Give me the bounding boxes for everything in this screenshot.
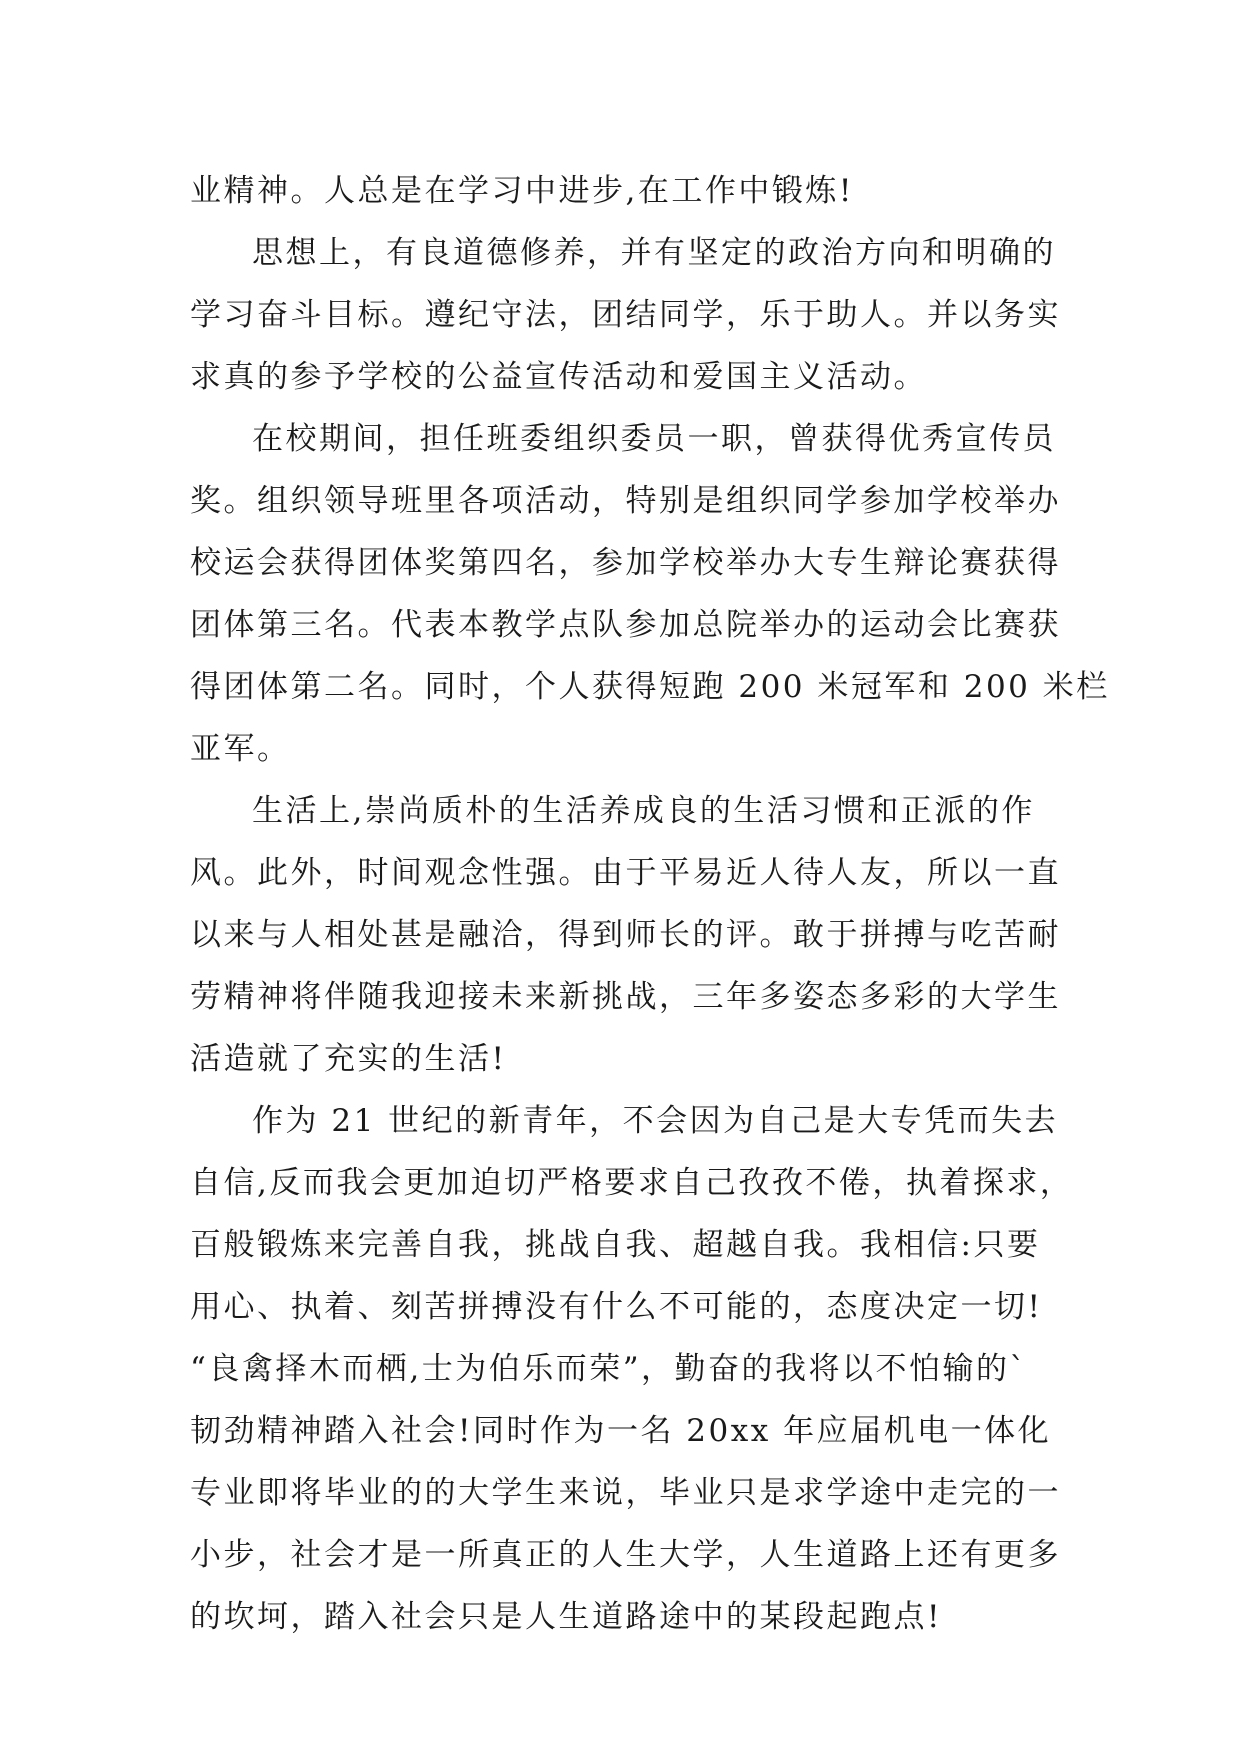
text-line: 以来与人相处甚是融洽，得到师长的评。敢于拼搏与吃苦耐 xyxy=(190,917,1061,953)
text-line: 奖。组织领导班里各项活动，特别是组织同学参加学校举办 xyxy=(190,483,1061,519)
text-line: “良禽择木而栖,士为伯乐而荣”，勤奋的我将以不怕输的` xyxy=(190,1351,1028,1387)
paragraph-start-line: 生活上,崇尚质朴的生活养成良的生活习惯和正派的作 xyxy=(252,793,1035,829)
text-line: 校运会获得团体奖第四名，参加学校举办大专生辩论赛获得 xyxy=(190,545,1061,581)
text-line: 小步，社会才是一所真正的人生大学，人生道路上还有更多 xyxy=(190,1537,1061,1573)
text-line: 团体第三名。代表本教学点队参加总院举办的运动会比赛获 xyxy=(190,607,1061,643)
text-line: 的坎坷，踏入社会只是人生道路途中的某段起跑点! xyxy=(190,1599,942,1635)
text-line: 自信,反而我会更加迫切严格要求自己孜孜不倦，执着探求， xyxy=(190,1165,1074,1201)
text-line: 业精神。人总是在学习中进步,在工作中锻炼! xyxy=(190,173,854,209)
paragraph-start-line: 作为 21 世纪的新青年，不会因为自己是大专凭而失去 xyxy=(252,1103,1059,1139)
paragraph-start-line: 思想上，有良道德修养，并有坚定的政治方向和明确的 xyxy=(252,235,1056,271)
text-line: 百般锻炼来完善自我，挑战自我、超越自我。我相信:只要 xyxy=(190,1227,1041,1263)
text-line: 活造就了充实的生活! xyxy=(190,1041,507,1077)
text-line: 亚军。 xyxy=(190,731,291,767)
text-line: 专业即将毕业的的大学生来说，毕业只是求学途中走完的一 xyxy=(190,1475,1061,1511)
paragraph-start-line: 在校期间，担任班委组织委员一职，曾获得优秀宣传员 xyxy=(252,421,1056,457)
text-line: 用心、执着、刻苦拼搏没有什么不可能的，态度决定一切! xyxy=(190,1289,1043,1325)
text-line: 求真的参予学校的公益宣传活动和爱国主义活动。 xyxy=(190,359,927,395)
body-text xyxy=(190,160,1110,1648)
text-line: 学习奋斗目标。遵纪守法，团结同学，乐于助人。并以务实 xyxy=(190,297,1061,333)
text-line: 风。此外，时间观念性强。由于平易近人待人友，所以一直 xyxy=(190,855,1061,891)
text-line: 得团体第二名。同时，个人获得短跑 200 米冠军和 200 米栏 xyxy=(190,669,1110,705)
text-line: 劳精神将伴随我迎接未来新挑战，三年多姿态多彩的大学生 xyxy=(190,979,1061,1015)
text-line: 韧劲精神踏入社会!同时作为一名 20xx 年应届机电一体化 xyxy=(190,1413,1052,1449)
